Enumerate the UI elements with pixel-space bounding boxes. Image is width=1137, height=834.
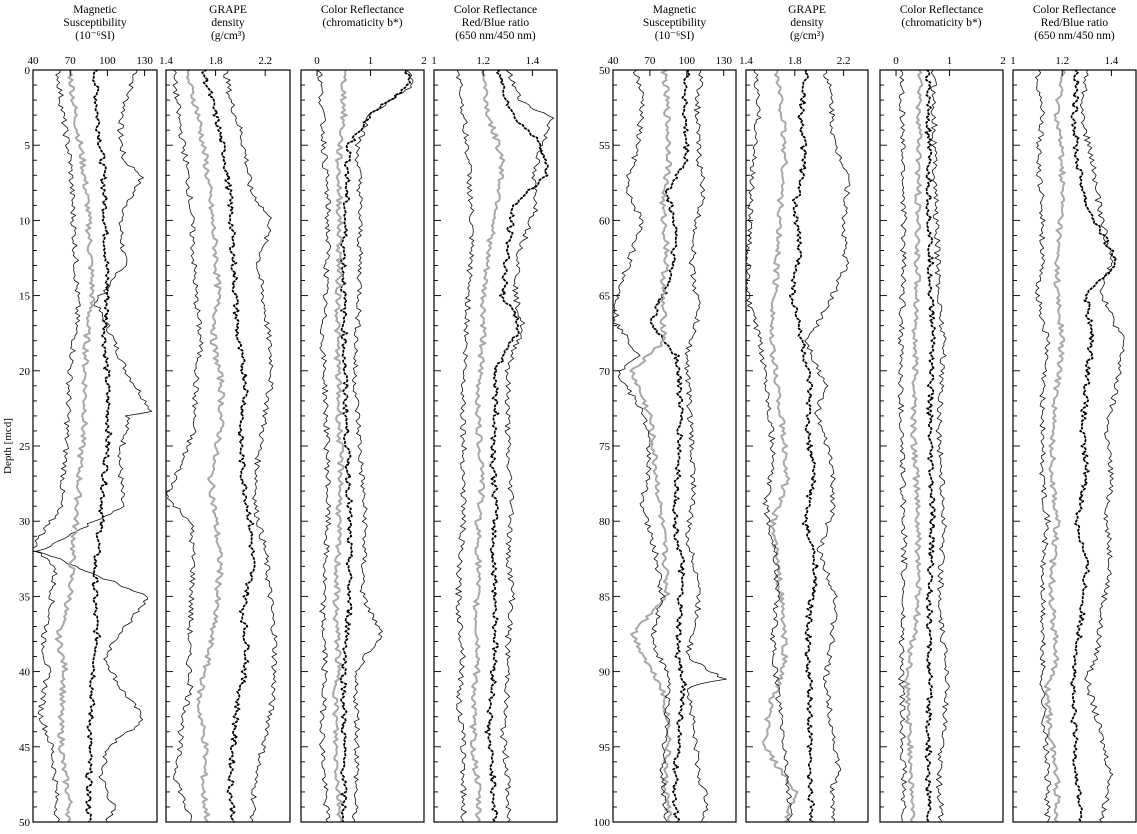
panel-3 [301,4,427,822]
panel-1-xtick-label-1: 40 [27,55,39,67]
depth-tick-label-40: 40 [19,666,30,679]
panel-2-series-2-dotted-line [202,70,255,822]
panel-6-title-line-3: (g/cm³) [789,30,825,42]
panel-1-xtick-label-2: 70 [64,55,76,67]
panel-5 [594,4,737,829]
panel-3-title-line-2: (chromaticity b*) [322,17,403,29]
panel-8-title-line-1: Color Reflectance [1032,4,1117,16]
depth-tick-label-50: 50 [599,65,610,77]
panel-8-series [1035,70,1124,822]
depth-tick-label-85: 85 [599,591,610,604]
panel-7-title-line-1: Color Reflectance [899,4,984,16]
panel-6-series-3-gray-line [763,70,798,822]
depth-tick-label-75: 75 [599,441,610,453]
panel-5-xtick-label-1: 40 [607,55,619,67]
panel-4-title-line-2: Red/Blue ratio [461,17,530,29]
panel-4-xtick-label-1: 1 [431,55,437,67]
panel-1-title-line-3: (10⁻⁶SI) [75,30,115,42]
panel-7-series-3-gray-line [904,70,922,822]
panel-1-series-3-gray-line [56,70,95,822]
depth-tick-label-50: 50 [19,817,30,829]
panel-8-series-3-gray-line [1045,70,1065,822]
depth-tick-label-65: 65 [599,290,610,303]
panel-1-xtick-label-3: 100 [99,55,116,67]
depth-tick-label-100: 100 [593,817,610,829]
panel-5-series-2-dotted-line [651,70,690,822]
panel-1-series [33,70,152,822]
panel-8-series-2-dotted-line [1070,70,1116,822]
panel-7 [880,4,1006,822]
panel-5-title-line-1: Magnetic [652,4,697,16]
panel-3-xtick-label-1: 0 [314,55,320,67]
panel-8-xtick-label-3: 1.4 [1104,55,1119,67]
panel-2-xtick-label-3: 2.2 [258,55,273,67]
depth-tick-label-20: 20 [19,365,30,378]
panel-7-series-2-dotted-line [925,70,935,822]
panel-8 [1010,4,1136,822]
panel-5-series-1-thin-line [685,70,727,822]
depth-tick-label-5: 5 [24,140,30,153]
panel-8-series-4-thin-line [1035,70,1050,822]
panel-4-xtick-label-3: 1.4 [525,55,540,67]
panel-2-title-line-1: GRAPE [209,4,247,16]
panel-4-series-4-thin-line [456,70,474,822]
panel-5-series [612,70,726,822]
panel-8-series-1-thin-line [1080,70,1124,822]
panel-4-xtick-label-2: 1.2 [476,55,491,67]
panel-7-xtick-label-1: 0 [893,55,899,67]
panel-4-series-2-dotted-line [486,70,548,822]
panel-8-xtick-label-2: 1.2 [1055,55,1070,67]
panel-8-title-line-2: Red/Blue ratio [1040,17,1109,29]
panel-6-title-line-1: GRAPE [788,4,826,16]
panel-2-series-1-thin-line [224,70,277,822]
panel-4-title-line-3: (650 nm/450 nm) [455,30,536,42]
depth-tick-label-70: 70 [599,365,610,378]
depth-tick-label-35: 35 [19,591,30,604]
panel-5-xtick-label-4: 130 [715,55,732,67]
depth-tick-label-90: 90 [599,666,610,679]
depth-tick-label-95: 95 [599,741,610,754]
panel-4-series-1-thin-line [501,70,554,822]
panel-5-frame [613,70,736,822]
panel-2-title-line-3: (g/cm³) [210,30,246,42]
panel-6-xtick-label-1: 1.4 [739,55,753,67]
panel-5-xtick-label-3: 100 [678,55,696,67]
panel-8-title-line-3: (650 nm/450 nm) [1034,30,1115,42]
panel-7-series [898,70,950,822]
panel-6-xtick-label-2: 1.8 [787,55,802,67]
panel-2-series [166,70,277,822]
panel-7-series-4-thin-line [898,70,907,822]
depth-tick-label-25: 25 [19,441,30,453]
panel-6-xtick-label-3: 2.2 [836,55,851,67]
panel-1 [19,4,157,829]
panel-1-series-1-thin-line [36,70,151,822]
depth-tick-label-80: 80 [599,516,610,529]
panel-3-series-1-thin-line [352,70,413,822]
panel-2-series-3-gray-line [187,70,224,822]
panel-3-xtick-label-3: 2 [421,55,427,67]
panel-7-frame [880,70,1003,822]
panel-3-frame [301,70,424,822]
depth-tick-label-55: 55 [599,140,610,153]
panel-4-series [456,70,554,822]
panel-4-title-line-1: Color Reflectance [453,4,538,16]
panel-5-series-4-thin-line [612,70,670,822]
panel-3-xtick-label-2: 1 [367,55,374,67]
panel-6 [739,4,868,822]
panel-1-title-line-2: Susceptibility [63,17,127,29]
depth-tick-label-30: 30 [19,516,30,529]
panel-1-series-2-dotted-line [86,70,112,822]
panel-5-title-line-2: Susceptibility [642,17,707,29]
panel-3-series-4-thin-line [317,70,331,822]
depth-tick-label-45: 45 [19,741,30,754]
depth-tick-label-60: 60 [599,215,610,228]
panel-3-title-line-1: Color Reflectance [320,4,405,16]
panel-7-xtick-label-2: 1 [946,55,953,67]
panel-2-xtick-label-1: 1.4 [159,55,173,67]
panel-8-xtick-label-1: 1 [1010,55,1016,67]
depth-tick-label-15: 15 [19,290,30,303]
panel-7-xtick-label-3: 2 [1000,55,1006,67]
depth-tick-label-10: 10 [19,215,30,228]
panel-1-title-line-1: Magnetic [73,4,117,16]
panel-1-xtick-label-4: 130 [136,55,153,67]
panel-7-series-1-thin-line [931,70,950,822]
panel-2 [159,4,290,822]
panel-2-title-line-2: density [211,17,245,29]
panel-6-series [746,70,851,822]
depth-tick-label-0: 0 [24,65,30,77]
panel-6-title-line-2: density [790,17,824,29]
panel-6-series-2-dotted-line [790,70,819,822]
panel-7-title-line-2: (chromaticity b*) [901,17,982,29]
panel-5-title-line-3: (10⁻⁶SI) [654,30,695,42]
panel-3-series [317,70,413,822]
y-axis-label: Depth [mcd] [2,418,14,474]
panel-2-xtick-label-2: 1.8 [208,55,223,67]
panel-4-series-3-gray-line [470,70,504,822]
panel-3-series-2-dotted-line [341,70,410,822]
panel-4 [431,4,557,822]
panel-5-xtick-label-2: 70 [644,55,656,67]
